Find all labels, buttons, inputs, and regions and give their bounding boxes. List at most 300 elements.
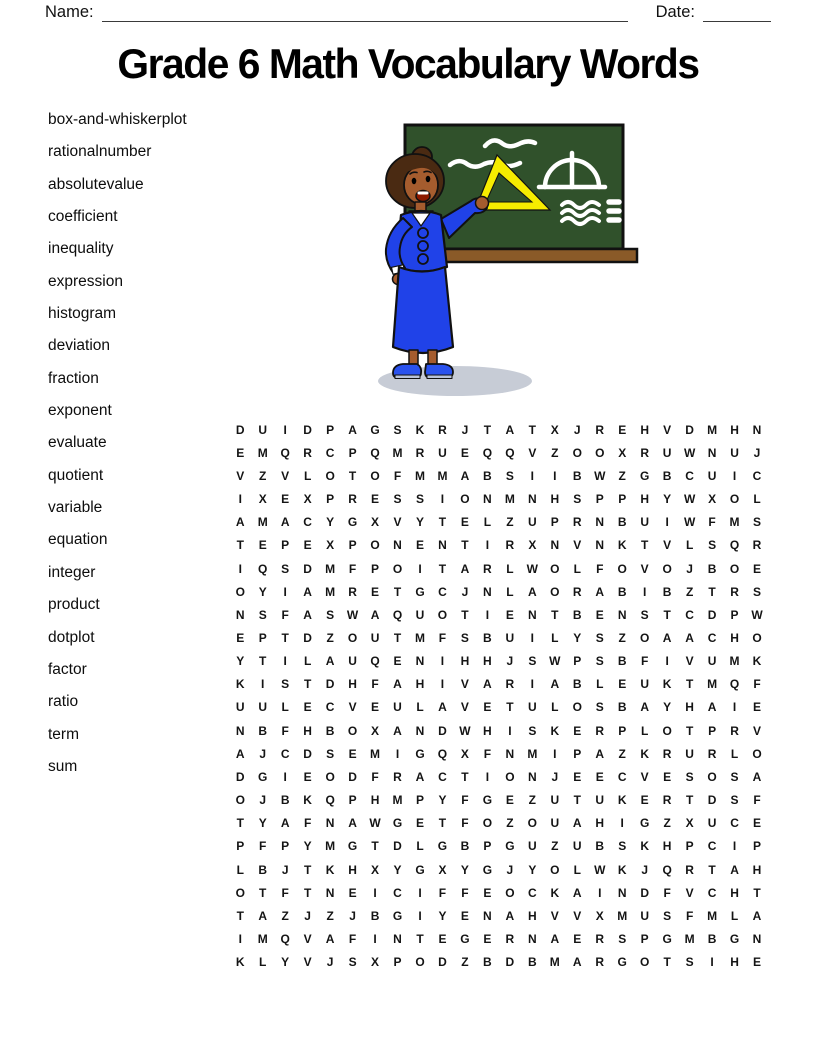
grid-cell: T bbox=[461, 769, 469, 784]
grid-cell: O bbox=[550, 584, 560, 599]
grid-cell: L bbox=[281, 700, 289, 715]
grid-cell: E bbox=[236, 630, 245, 645]
grid-cell: V bbox=[236, 468, 245, 483]
grid-cell: K bbox=[415, 422, 425, 437]
grid-cell: I bbox=[553, 468, 557, 483]
grid-cell: P bbox=[326, 492, 335, 507]
grid-cell: V bbox=[640, 769, 649, 784]
grid-cell: V bbox=[303, 932, 312, 947]
grid-cell: A bbox=[460, 468, 470, 483]
grid-cell: R bbox=[662, 746, 672, 761]
grid-cell: A bbox=[550, 677, 560, 692]
grid-cell: S bbox=[618, 839, 627, 854]
grid-cell: O bbox=[235, 885, 245, 900]
grid-cell: T bbox=[438, 561, 447, 576]
grid-cell: I bbox=[485, 769, 490, 784]
grid-cell: V bbox=[685, 885, 694, 900]
grid-cell: O bbox=[550, 862, 560, 877]
word-list-item: deviation bbox=[48, 337, 111, 355]
grid-cell: N bbox=[415, 723, 425, 738]
grid-cell: G bbox=[482, 862, 493, 877]
grid-cell: Q bbox=[325, 793, 335, 808]
grid-cell: W bbox=[346, 607, 359, 622]
grid-cell: A bbox=[280, 515, 290, 530]
grid-cell: B bbox=[370, 908, 380, 923]
grid-cell: T bbox=[663, 955, 671, 970]
grid-cell: Y bbox=[573, 630, 582, 645]
grid-cell: N bbox=[550, 538, 560, 553]
grid-cell: U bbox=[550, 816, 560, 831]
grid-cell: M bbox=[257, 515, 268, 530]
grid-cell: P bbox=[685, 839, 694, 854]
grid-cell: R bbox=[303, 445, 312, 460]
grid-cell: X bbox=[326, 538, 335, 553]
grid-cell: N bbox=[527, 492, 537, 507]
grid-cell: B bbox=[617, 654, 627, 669]
grid-cell: I bbox=[665, 654, 669, 669]
grid-cell: A bbox=[752, 908, 762, 923]
grid-cell: H bbox=[730, 630, 739, 645]
grid-cell: G bbox=[505, 839, 515, 854]
grid-cell: E bbox=[640, 793, 649, 808]
grid-cell: K bbox=[752, 654, 762, 669]
grid-cell: V bbox=[573, 538, 582, 553]
grid-cell: B bbox=[617, 584, 627, 599]
grid-cell: D bbox=[438, 955, 447, 970]
grid-cell: Z bbox=[281, 908, 289, 923]
teacher-skirt bbox=[393, 267, 453, 353]
grid-cell: N bbox=[483, 908, 492, 923]
grid-cell: R bbox=[595, 723, 605, 738]
grid-cell: B bbox=[572, 468, 582, 483]
grid-cell: S bbox=[640, 607, 649, 622]
grid-cell: G bbox=[460, 932, 470, 947]
grid-cell: Q bbox=[280, 932, 290, 947]
grid-cell: Z bbox=[259, 468, 267, 483]
grid-cell: S bbox=[348, 955, 357, 970]
grid-cell: Y bbox=[663, 492, 672, 507]
grid-cell: I bbox=[665, 515, 669, 530]
grid-cell: I bbox=[710, 955, 714, 970]
grid-cell: M bbox=[257, 445, 268, 460]
grid-cell: W bbox=[459, 723, 471, 738]
grid-cell: D bbox=[235, 422, 245, 437]
grid-cell: Y bbox=[303, 839, 312, 854]
grid-cell: G bbox=[729, 932, 740, 947]
grid-cell: F bbox=[259, 839, 267, 854]
grid-cell: G bbox=[392, 908, 403, 923]
grid-cell: N bbox=[527, 769, 537, 784]
grid-cell: Z bbox=[461, 955, 469, 970]
grid-cell: I bbox=[553, 746, 557, 761]
grid-cell: A bbox=[438, 700, 447, 715]
grid-cell: B bbox=[662, 584, 672, 599]
grid-cell: V bbox=[281, 468, 290, 483]
grid-cell: A bbox=[572, 816, 582, 831]
grid-cell: T bbox=[551, 607, 559, 622]
grid-cell: G bbox=[415, 746, 425, 761]
grid-cell: E bbox=[415, 538, 424, 553]
grid-cell: S bbox=[730, 793, 739, 808]
grid-cell: P bbox=[393, 955, 402, 970]
grid-cell: T bbox=[461, 538, 469, 553]
grid-cell: A bbox=[685, 630, 694, 645]
grid-cell: H bbox=[640, 422, 649, 437]
grid-cell: R bbox=[595, 422, 605, 437]
grid-cell: E bbox=[595, 607, 604, 622]
grid-cell: T bbox=[393, 630, 402, 645]
grid-cell: B bbox=[527, 955, 537, 970]
grid-cell: T bbox=[685, 677, 694, 692]
name-blank-line bbox=[102, 2, 628, 22]
grid-cell: O bbox=[325, 769, 335, 784]
grid-cell: S bbox=[281, 677, 290, 692]
grid-cell: M bbox=[414, 468, 425, 483]
grid-cell: T bbox=[663, 607, 671, 622]
grid-cell: S bbox=[618, 932, 627, 947]
grid-cell: M bbox=[729, 515, 740, 530]
grid-cell: E bbox=[483, 932, 492, 947]
grid-cell: P bbox=[348, 538, 357, 553]
grid-cell: O bbox=[235, 584, 245, 599]
word-list-item: integer bbox=[48, 563, 96, 581]
grid-cell: O bbox=[617, 561, 627, 576]
grid-cell: E bbox=[371, 700, 380, 715]
grid-cell: E bbox=[303, 700, 312, 715]
grid-cell: A bbox=[303, 607, 312, 622]
grid-cell: V bbox=[685, 654, 694, 669]
grid-cell: V bbox=[460, 677, 469, 692]
grid-cell: F bbox=[708, 515, 716, 530]
grid-cell: N bbox=[393, 932, 402, 947]
grid-cell: N bbox=[527, 932, 537, 947]
grid-cell: C bbox=[393, 885, 402, 900]
grid-cell: H bbox=[662, 839, 672, 854]
grid-cell: S bbox=[663, 908, 672, 923]
grid-cell: M bbox=[370, 746, 381, 761]
grid-cell: F bbox=[371, 769, 379, 784]
grid-cell: A bbox=[348, 816, 357, 831]
grid-cell: E bbox=[415, 816, 424, 831]
grid-cell: F bbox=[461, 793, 469, 808]
grid-cell: L bbox=[259, 955, 267, 970]
grid-cell: X bbox=[371, 862, 380, 877]
grid-cell: E bbox=[573, 723, 582, 738]
grid-cell: A bbox=[752, 769, 762, 784]
grid-cell: T bbox=[259, 654, 267, 669]
grid-cell: T bbox=[303, 862, 312, 877]
grid-cell: M bbox=[325, 584, 336, 599]
chalk-dashes bbox=[609, 202, 619, 220]
grid-cell: X bbox=[685, 816, 694, 831]
grid-cell: T bbox=[641, 538, 649, 553]
grid-cell: S bbox=[685, 769, 694, 784]
grid-cell: I bbox=[732, 839, 737, 854]
page-title: Grade 6 Math Vocabulary Words bbox=[117, 40, 699, 87]
grid-cell: H bbox=[348, 677, 357, 692]
grid-cell: O bbox=[415, 955, 425, 970]
grid-cell: D bbox=[325, 677, 335, 692]
grid-cell: X bbox=[595, 908, 604, 923]
grid-cell: Y bbox=[258, 816, 267, 831]
grid-cell: O bbox=[370, 468, 380, 483]
grid-cell: S bbox=[326, 746, 335, 761]
grid-cell: C bbox=[438, 769, 447, 784]
grid-cell: U bbox=[438, 445, 447, 460]
grid-cell: L bbox=[641, 723, 649, 738]
grid-cell: I bbox=[261, 677, 265, 692]
grid-cell: H bbox=[730, 422, 739, 437]
grid-cell: U bbox=[505, 630, 515, 645]
grid-cell: G bbox=[392, 816, 403, 831]
grid-cell: I bbox=[485, 538, 490, 553]
grid-cell: S bbox=[708, 538, 717, 553]
grid-cell: A bbox=[325, 654, 335, 669]
grid-cell: I bbox=[283, 769, 287, 784]
grid-cell: N bbox=[617, 607, 627, 622]
grid-cell: S bbox=[393, 422, 402, 437]
grid-cell: P bbox=[618, 723, 627, 738]
grid-cell: I bbox=[373, 885, 377, 900]
word-list-item: quotient bbox=[48, 466, 104, 484]
grid-cell: J bbox=[259, 793, 267, 808]
grid-cell: A bbox=[550, 932, 560, 947]
teacher-leg bbox=[409, 350, 418, 365]
grid-cell: N bbox=[505, 746, 515, 761]
grid-cell: A bbox=[527, 584, 537, 599]
grid-cell: N bbox=[235, 607, 245, 622]
grid-cell: C bbox=[325, 700, 335, 715]
grid-cell: Y bbox=[258, 584, 267, 599]
grid-cell: X bbox=[460, 746, 469, 761]
grid-cell: N bbox=[438, 538, 447, 553]
grid-cell: I bbox=[395, 746, 400, 761]
grid-cell: S bbox=[573, 492, 582, 507]
grid-cell: I bbox=[485, 607, 490, 622]
grid-cell: A bbox=[505, 908, 515, 923]
grid-cell: G bbox=[482, 793, 493, 808]
grid-cell: I bbox=[530, 630, 534, 645]
grid-cell: S bbox=[281, 561, 290, 576]
grid-cell: U bbox=[730, 445, 739, 460]
grid-cell: F bbox=[303, 816, 312, 831]
grid-cell: J bbox=[281, 862, 289, 877]
grid-cell: U bbox=[235, 700, 245, 715]
grid-cell: P bbox=[281, 839, 290, 854]
grid-cell: U bbox=[527, 700, 537, 715]
grid-cell: X bbox=[371, 955, 380, 970]
grid-cell: D bbox=[348, 769, 357, 784]
grid-cell: B bbox=[460, 839, 470, 854]
grid-cell: S bbox=[730, 769, 739, 784]
grid-cell: I bbox=[283, 422, 287, 437]
grid-cell: T bbox=[281, 630, 289, 645]
grid-cell: V bbox=[528, 445, 537, 460]
grid-cell: V bbox=[663, 422, 672, 437]
grid-cell: E bbox=[573, 932, 582, 947]
grid-cell: M bbox=[707, 677, 718, 692]
grid-cell: B bbox=[617, 700, 627, 715]
grid-cell: B bbox=[483, 955, 492, 970]
grid-cell: A bbox=[572, 955, 582, 970]
grid-cell: H bbox=[483, 723, 492, 738]
grid-cell: D bbox=[303, 630, 312, 645]
grid-cell: G bbox=[347, 515, 358, 530]
grid-cell: D bbox=[707, 793, 717, 808]
grid-cell: M bbox=[437, 468, 448, 483]
grid-cell: B bbox=[258, 862, 268, 877]
grid-cell: O bbox=[729, 492, 740, 507]
grid-cell: P bbox=[371, 561, 380, 576]
grid-cell: U bbox=[640, 677, 649, 692]
grid-cell: U bbox=[550, 793, 560, 808]
grid-cell: O bbox=[662, 561, 672, 576]
grid-cell: S bbox=[685, 955, 694, 970]
grid-cell: A bbox=[707, 700, 717, 715]
grid-cell: N bbox=[393, 538, 402, 553]
grid-cell: I bbox=[418, 561, 422, 576]
word-list bbox=[48, 110, 228, 789]
grid-cell: O bbox=[662, 723, 672, 738]
grid-cell: T bbox=[393, 584, 402, 599]
grid-cell: Z bbox=[685, 584, 694, 599]
grid-cell: L bbox=[753, 492, 761, 507]
grid-cell: E bbox=[460, 908, 469, 923]
grid-cell: N bbox=[707, 445, 717, 460]
grid-cell: E bbox=[573, 769, 582, 784]
grid-cell: K bbox=[617, 793, 627, 808]
grid-cell: S bbox=[528, 723, 537, 738]
grid-cell: R bbox=[730, 584, 739, 599]
word-list-item: evaluate bbox=[48, 434, 107, 452]
grid-cell: R bbox=[595, 955, 605, 970]
grid-cell: Y bbox=[326, 515, 335, 530]
grid-cell: D bbox=[707, 607, 717, 622]
grid-cell: I bbox=[732, 468, 737, 483]
grid-cell: H bbox=[730, 885, 739, 900]
grid-cell: Y bbox=[236, 654, 245, 669]
grid-cell: K bbox=[640, 839, 649, 854]
grid-cell: P bbox=[573, 746, 582, 761]
grid-cell: Q bbox=[280, 445, 290, 460]
grid-cell: Y bbox=[663, 700, 672, 715]
grid-cell: H bbox=[752, 862, 762, 877]
grid-cell: O bbox=[752, 746, 762, 761]
grid-cell: A bbox=[730, 862, 739, 877]
grid-cell: N bbox=[595, 538, 605, 553]
grid-cell: J bbox=[349, 908, 356, 923]
grid-cell: C bbox=[280, 746, 290, 761]
grid-cell: I bbox=[418, 908, 422, 923]
grid-cell: I bbox=[283, 654, 287, 669]
grid-cell: T bbox=[438, 816, 447, 831]
word-list-item: sum bbox=[48, 757, 78, 775]
grid-cell: R bbox=[730, 723, 739, 738]
grid-cell: E bbox=[505, 607, 514, 622]
grid-cell: O bbox=[640, 630, 650, 645]
grid-cell: Z bbox=[618, 468, 626, 483]
grid-cell: G bbox=[640, 816, 650, 831]
grid-cell: I bbox=[530, 677, 534, 692]
grid-cell: R bbox=[685, 862, 694, 877]
grid-cell: E bbox=[303, 769, 312, 784]
grid-cell: L bbox=[685, 538, 694, 553]
grid-cell: J bbox=[641, 862, 649, 877]
grid-cell: O bbox=[572, 700, 582, 715]
date-blank-line bbox=[703, 2, 771, 22]
grid-cell: U bbox=[348, 654, 357, 669]
grid-cell: K bbox=[640, 746, 649, 761]
grid-cell: J bbox=[304, 908, 311, 923]
grid-cell: L bbox=[730, 746, 739, 761]
grid-cell: V bbox=[753, 723, 762, 738]
grid-cell: P bbox=[415, 793, 424, 808]
grid-cell: F bbox=[641, 654, 649, 669]
grid-cell: F bbox=[348, 932, 357, 947]
grid-cell: O bbox=[392, 561, 403, 576]
grid-cell: E bbox=[460, 445, 469, 460]
grid-cell: F bbox=[348, 561, 357, 576]
grid-cell: Z bbox=[663, 816, 671, 831]
grid-cell: F bbox=[371, 677, 379, 692]
grid-cell: S bbox=[528, 654, 537, 669]
grid-cell: S bbox=[595, 654, 604, 669]
grid-cell: A bbox=[393, 677, 402, 692]
grid-cell: T bbox=[236, 908, 244, 923]
grid-cell: G bbox=[347, 839, 358, 854]
grid-cell: T bbox=[438, 515, 447, 530]
grid-cell: O bbox=[527, 816, 537, 831]
grid-cell: Y bbox=[393, 862, 402, 877]
grid-cell: Z bbox=[618, 630, 626, 645]
grid-cell: M bbox=[707, 908, 718, 923]
grid-cell: A bbox=[595, 584, 605, 599]
grid-cell: T bbox=[303, 885, 312, 900]
grid-cell: R bbox=[662, 793, 672, 808]
grid-cell: I bbox=[238, 561, 242, 576]
grid-cell: M bbox=[684, 932, 695, 947]
grid-cell: F bbox=[281, 607, 289, 622]
grid-cell: I bbox=[440, 677, 445, 692]
grid-cell: U bbox=[370, 630, 380, 645]
grid-cell: O bbox=[347, 630, 358, 645]
grid-cell: V bbox=[460, 700, 469, 715]
grid-cell: U bbox=[662, 445, 672, 460]
grid-cell: U bbox=[527, 515, 537, 530]
grid-cell: W bbox=[683, 515, 696, 530]
grid-cell: F bbox=[281, 723, 289, 738]
grid-cell: D bbox=[303, 422, 312, 437]
grid-cell: Z bbox=[618, 746, 626, 761]
grid-cell: S bbox=[415, 492, 424, 507]
grid-cell: K bbox=[235, 677, 245, 692]
grid-cell: W bbox=[549, 654, 561, 669]
teacher-eye-right bbox=[426, 176, 431, 182]
grid-cell: H bbox=[550, 492, 560, 507]
grid-cell: K bbox=[617, 862, 627, 877]
grid-cell: D bbox=[235, 769, 245, 784]
grid-cell: I bbox=[373, 932, 377, 947]
grid-cell: H bbox=[415, 677, 425, 692]
grid-cell: G bbox=[617, 955, 627, 970]
grid-cell: A bbox=[415, 769, 425, 784]
grid-cell: U bbox=[707, 468, 717, 483]
word-list-item: exponent bbox=[48, 402, 112, 420]
jacket-button bbox=[418, 228, 428, 238]
grid-cell: E bbox=[303, 538, 312, 553]
grid-cell: T bbox=[506, 700, 514, 715]
grid-cell: K bbox=[662, 677, 672, 692]
